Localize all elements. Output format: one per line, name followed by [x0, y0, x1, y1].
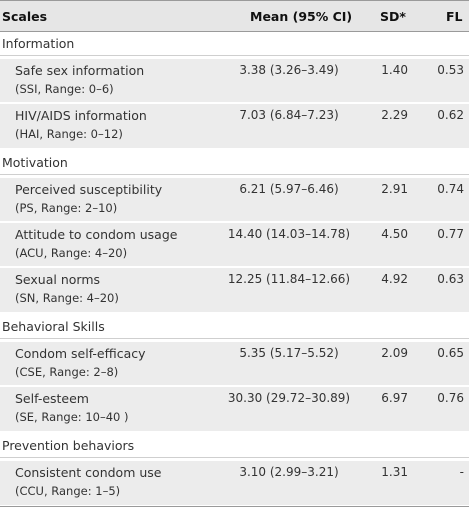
scale-name: Perceived susceptibility [15, 182, 163, 197]
scale-range: (ACU, Range: 4–20) [15, 246, 128, 260]
scale-range: (SSI, Range: 0–6) [15, 82, 114, 96]
scale-name: Sexual norms [15, 272, 101, 287]
sd-cell: 1.31 [381, 465, 408, 479]
mean-ci-cell: 3.10 (2.99–3.21) [239, 465, 339, 479]
table-row [0, 342, 469, 386]
scale-range: (PS, Range: 2–10) [15, 201, 118, 215]
sd-cell: 2.29 [381, 108, 408, 122]
fl-cell: 0.74 [437, 182, 464, 196]
category-row [0, 315, 469, 339]
fl-cell: 0.65 [437, 346, 464, 360]
category-row [0, 434, 469, 458]
sd-cell: 4.50 [381, 227, 408, 241]
fl-cell: 0.63 [437, 272, 464, 286]
header-sd: SD* [380, 9, 406, 24]
scale-name: Condom self-efficacy [15, 346, 146, 361]
mean-ci-cell: 14.40 (14.03–14.78) [227, 227, 351, 241]
category-row [0, 151, 469, 175]
category-label: Motivation [2, 155, 68, 170]
table-header [0, 0, 469, 32]
scale-name: Consistent condom use [15, 465, 162, 480]
category-label: Prevention behaviors [2, 438, 135, 453]
mean-ci-cell: 30.30 (29.72–30.89) [227, 391, 351, 405]
table-row [0, 268, 469, 312]
mean-ci-cell: 6.21 (5.97–6.46) [239, 182, 339, 196]
header-mean: Mean (95% CI) [250, 9, 353, 24]
fl-cell: 0.53 [437, 63, 464, 77]
category-label: Information [2, 36, 75, 51]
header-fl: FL [446, 9, 463, 24]
sd-cell: 2.91 [381, 182, 408, 196]
fl-cell: 0.76 [437, 391, 464, 405]
table-row [0, 59, 469, 103]
scale-name: Safe sex information [15, 63, 145, 78]
scale-name: HIV/AIDS information [15, 108, 147, 123]
table-row [0, 223, 469, 267]
scale-range: (CSE, Range: 2–8) [15, 365, 119, 379]
mean-ci-cell: 7.03 (6.84–7.23) [239, 108, 339, 122]
fl-cell: - [459, 465, 464, 479]
sd-cell: 2.09 [381, 346, 408, 360]
scale-range: (SE, Range: 10–40 ) [15, 410, 129, 424]
mean-ci-cell: 3.38 (3.26–3.49) [239, 63, 339, 77]
fl-cell: 0.62 [437, 108, 464, 122]
mean-ci-cell: 5.35 (5.17–5.52) [239, 346, 339, 360]
scale-range: (HAI, Range: 0–12) [15, 127, 123, 141]
table-bottom-rule [0, 506, 469, 507]
table-row [0, 461, 469, 505]
scale-range: (CCU, Range: 1–5) [15, 484, 121, 498]
table-row [0, 387, 469, 431]
fl-cell: 0.77 [437, 227, 464, 241]
scale-name: Self-esteem [15, 391, 89, 406]
scale-name: Attitude to condom usage [15, 227, 178, 242]
header-scales: Scales [2, 9, 48, 24]
sd-cell: 4.92 [381, 272, 408, 286]
sd-cell: 1.40 [381, 63, 408, 77]
category-label: Behavioral Skills [2, 319, 105, 334]
table-row [0, 178, 469, 222]
mean-ci-cell: 12.25 (11.84–12.66) [227, 272, 351, 286]
category-row [0, 32, 469, 56]
table-row [0, 104, 469, 148]
sd-cell: 6.97 [381, 391, 408, 405]
scale-range: (SN, Range: 4–20) [15, 291, 119, 305]
